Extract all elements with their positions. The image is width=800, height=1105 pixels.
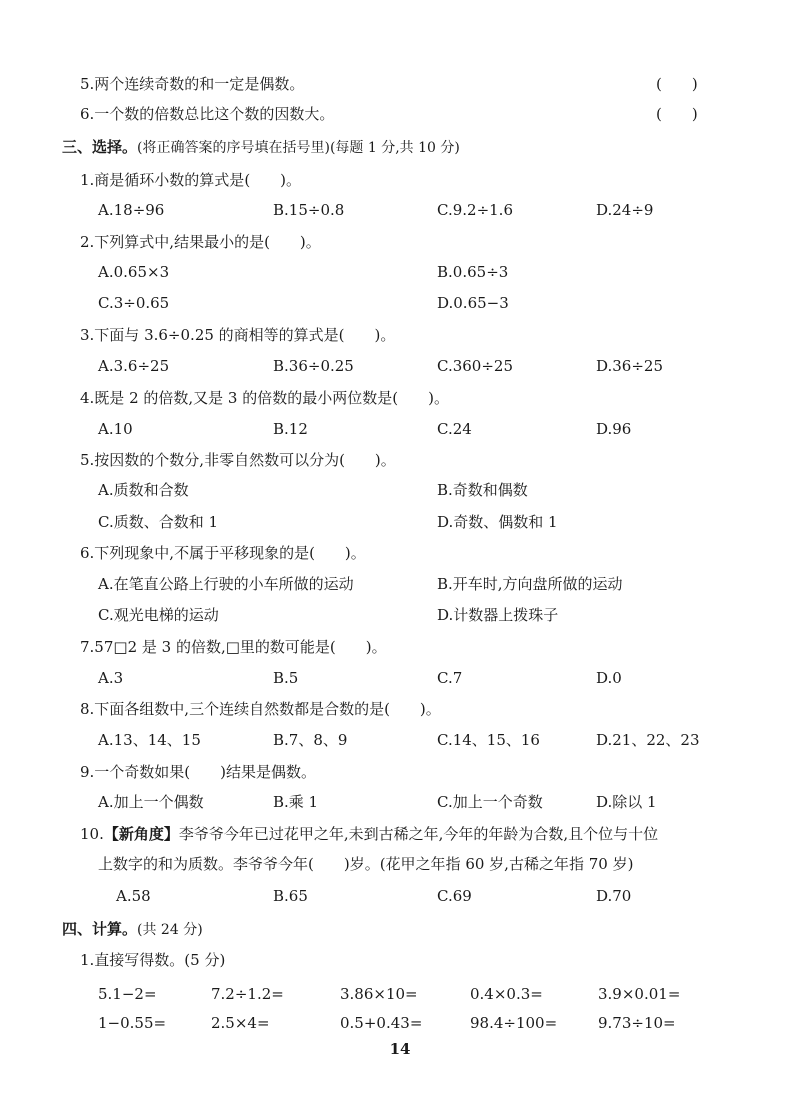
q3-option-c[interactable]: C.360÷25 — [437, 357, 513, 375]
calc-question-1: 1.直接写得数。(5 分) — [80, 951, 226, 969]
section-3-title: 三、选择。 — [62, 138, 138, 156]
q10-option-c[interactable]: C.69 — [437, 887, 472, 905]
question-8: 8.下面各组数中,三个连续自然数都是合数的是( )。 — [80, 700, 441, 718]
q4-option-b[interactable]: B.12 — [273, 420, 308, 438]
question-10-line-1 — [80, 824, 658, 844]
q1-option-b[interactable]: B.15÷0.8 — [273, 201, 345, 219]
question-10-text-1: 李爷爷今年已过花甲之年,未到古稀之年,今年的年龄为合数,且个位与十位 — [178, 825, 659, 843]
calc-r1-c3[interactable]: 3.86×10= — [340, 985, 418, 1003]
q2-option-b[interactable]: B.0.65÷3 — [437, 263, 509, 281]
calc-r2-c3[interactable]: 0.5+0.43= — [340, 1014, 423, 1032]
question-4: 4.既是 2 的倍数,又是 3 的倍数的最小两位数是( )。 — [80, 389, 449, 407]
q6-option-b[interactable]: B.开车时,方向盘所做的运动 — [437, 575, 623, 593]
q5-option-c[interactable]: C.质数、合数和 1 — [98, 513, 219, 531]
q4-option-c[interactable]: C.24 — [437, 420, 472, 438]
new-angle-tag: 【新角度】 — [103, 825, 179, 843]
question-10-number: 10. — [80, 825, 104, 843]
page-number: 14 — [389, 1040, 411, 1058]
calc-r2-c2[interactable]: 2.5×4= — [211, 1014, 270, 1032]
q7-option-c[interactable]: C.7 — [437, 669, 463, 687]
question-7: 7.57□2 是 3 的倍数,□里的数可能是( )。 — [80, 638, 387, 656]
question-3: 3.下面与 3.6÷0.25 的商相等的算式是( )。 — [80, 326, 396, 344]
q9-option-b[interactable]: B.乘 1 — [273, 793, 319, 811]
q2-option-a[interactable]: A.0.65×3 — [98, 263, 170, 281]
q7-option-d[interactable]: D.0 — [596, 669, 622, 687]
question-5: 5.按因数的个数分,非零自然数可以分为( )。 — [80, 451, 396, 469]
judge-item-5: 5.两个连续奇数的和一定是偶数。 — [80, 75, 305, 93]
q8-option-d[interactable]: D.21、22、23 — [596, 731, 700, 749]
q9-option-c[interactable]: C.加上一个奇数 — [437, 793, 543, 811]
question-9: 9.一个奇数如果( )结果是偶数。 — [80, 763, 317, 781]
section-4-title: 四、计算。 — [62, 920, 138, 938]
section-4-header — [62, 919, 203, 940]
q3-option-b[interactable]: B.36÷0.25 — [273, 357, 354, 375]
judge-answer-paren-6[interactable]: ( ) — [656, 105, 698, 123]
q9-option-d[interactable]: D.除以 1 — [596, 793, 657, 811]
section-3-note: (将正确答案的序号填在括号里)(每题 1 分,共 10 分) — [137, 140, 460, 156]
calc-r2-c5[interactable]: 9.73÷10= — [598, 1014, 676, 1032]
q4-option-a[interactable]: A.10 — [98, 420, 133, 438]
q2-option-d[interactable]: D.0.65−3 — [437, 294, 509, 312]
question-6: 6.下列现象中,不属于平移现象的是( )。 — [80, 544, 366, 562]
q9-option-a[interactable]: A.加上一个偶数 — [98, 793, 204, 811]
question-2: 2.下列算式中,结果最小的是( )。 — [80, 233, 321, 251]
calc-r2-c1[interactable]: 1−0.55= — [98, 1014, 167, 1032]
q3-option-a[interactable]: A.3.6÷25 — [98, 357, 170, 375]
q5-option-b[interactable]: B.奇数和偶数 — [437, 481, 528, 499]
q6-option-a[interactable]: A.在笔直公路上行驶的小车所做的运动 — [98, 575, 354, 593]
q8-option-b[interactable]: B.7、8、9 — [273, 731, 348, 749]
question-10-line-2: 上数字的和为质数。李爷爷今年( )岁。(花甲之年指 60 岁,古稀之年指 70 岁) — [98, 855, 634, 873]
question-1: 1.商是循环小数的算式是( )。 — [80, 171, 302, 189]
q5-option-a[interactable]: A.质数和合数 — [98, 481, 189, 499]
q7-option-a[interactable]: A.3 — [98, 669, 124, 687]
calc-r1-c2[interactable]: 7.2÷1.2= — [211, 985, 284, 1003]
q10-option-a[interactable]: A.58 — [116, 887, 151, 905]
judge-item-6: 6.一个数的倍数总比这个数的因数大。 — [80, 105, 335, 123]
q1-option-d[interactable]: D.24÷9 — [596, 201, 654, 219]
q3-option-d[interactable]: D.36÷25 — [596, 357, 664, 375]
q1-option-c[interactable]: C.9.2÷1.6 — [437, 201, 513, 219]
section-4-note: (共 24 分) — [137, 922, 203, 938]
q7-option-b[interactable]: B.5 — [273, 669, 299, 687]
q4-option-d[interactable]: D.96 — [596, 420, 632, 438]
calc-r1-c4[interactable]: 0.4×0.3= — [470, 985, 543, 1003]
calc-r1-c1[interactable]: 5.1−2= — [98, 985, 157, 1003]
calc-r1-c5[interactable]: 3.9×0.01= — [598, 985, 681, 1003]
q1-option-a[interactable]: A.18÷96 — [98, 201, 165, 219]
calc-r2-c4[interactable]: 98.4÷100= — [470, 1014, 558, 1032]
q5-option-d[interactable]: D.奇数、偶数和 1 — [437, 513, 558, 531]
section-3-header — [62, 137, 460, 158]
q6-option-d[interactable]: D.计数器上拨珠子 — [437, 606, 559, 624]
q8-option-c[interactable]: C.14、15、16 — [437, 731, 540, 749]
q10-option-b[interactable]: B.65 — [273, 887, 308, 905]
q2-option-c[interactable]: C.3÷0.65 — [98, 294, 170, 312]
q8-option-a[interactable]: A.13、14、15 — [98, 731, 201, 749]
q6-option-c[interactable]: C.观光电梯的运动 — [98, 606, 219, 624]
q10-option-d[interactable]: D.70 — [596, 887, 632, 905]
judge-answer-paren-5[interactable]: ( ) — [656, 75, 698, 93]
